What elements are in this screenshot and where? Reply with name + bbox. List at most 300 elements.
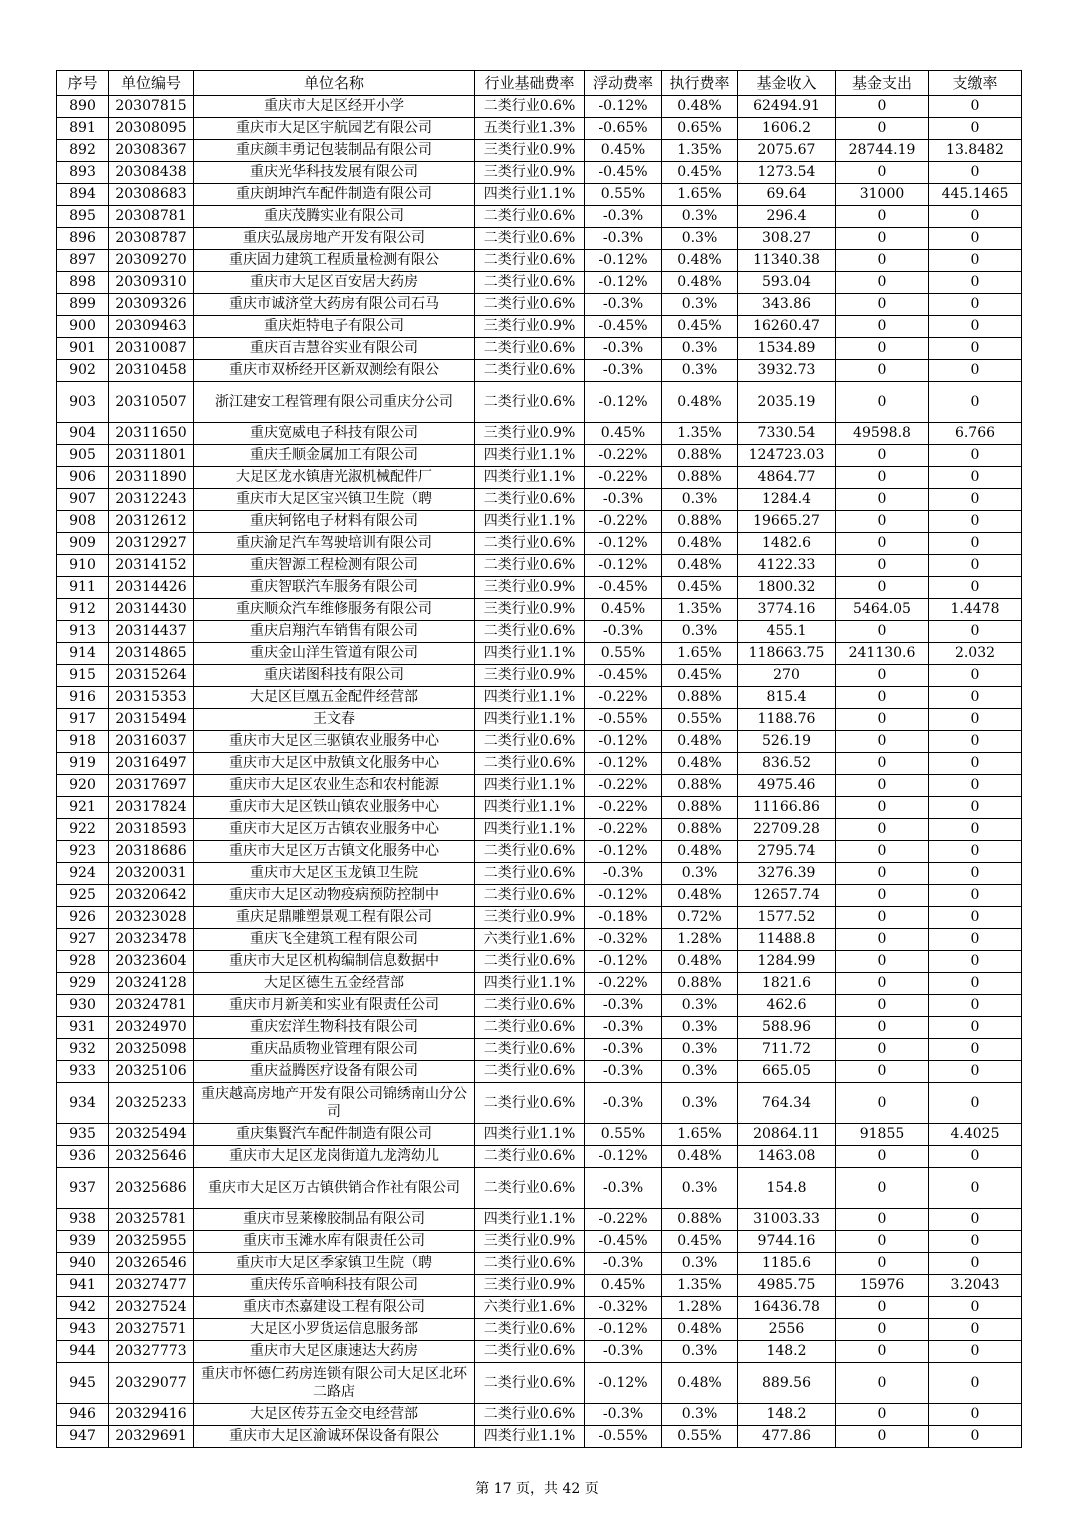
cell-exec-rate: 0.3%	[662, 1404, 738, 1426]
cell-unit-name: 重庆市大足区龙岗街道九龙湾幼儿	[194, 1146, 475, 1168]
cell-unit-name: 重庆诺图科技有限公司	[194, 665, 475, 687]
cell-unit-code: 20310507	[109, 382, 194, 423]
cell-base-rate: 二类行业0.6%	[475, 1146, 585, 1168]
cell-fund-expense: 0	[836, 1253, 929, 1275]
cell-unit-code: 20317824	[109, 797, 194, 819]
cell-seq: 906	[57, 467, 109, 489]
header-unit-name: 单位名称	[194, 71, 475, 96]
cell-exec-rate: 0.88%	[662, 687, 738, 709]
cell-float-rate: -0.22%	[585, 467, 662, 489]
cell-exec-rate: 0.48%	[662, 951, 738, 973]
cell-base-rate: 二类行业0.6%	[475, 731, 585, 753]
cell-float-rate: 0.45%	[585, 599, 662, 621]
cell-payout-ratio: 0	[929, 1168, 1022, 1209]
cell-fund-income: 4122.33	[738, 555, 836, 577]
cell-payout-ratio: 0	[929, 533, 1022, 555]
cell-unit-name: 重庆轲铭电子材料有限公司	[194, 511, 475, 533]
cell-fund-income: 455.1	[738, 621, 836, 643]
cell-base-rate: 三类行业0.9%	[475, 1275, 585, 1297]
table-row	[57, 907, 1022, 929]
cell-fund-expense: 0	[836, 1083, 929, 1124]
cell-exec-rate: 0.48%	[662, 96, 738, 118]
cell-unit-code: 20314152	[109, 555, 194, 577]
cell-fund-income: 588.96	[738, 1017, 836, 1039]
cell-base-rate: 四类行业1.1%	[475, 1124, 585, 1146]
cell-seq: 919	[57, 753, 109, 775]
cell-exec-rate: 0.48%	[662, 272, 738, 294]
header-payout-ratio: 支缴率	[929, 71, 1022, 96]
cell-fund-expense: 0	[836, 775, 929, 797]
cell-unit-code: 20329416	[109, 1404, 194, 1426]
cell-unit-code: 20309310	[109, 272, 194, 294]
table-row	[57, 687, 1022, 709]
cell-unit-name: 重庆炬特电子有限公司	[194, 316, 475, 338]
cell-seq: 900	[57, 316, 109, 338]
cell-seq: 892	[57, 140, 109, 162]
cell-fund-expense: 15976	[836, 1275, 929, 1297]
cell-unit-code: 20327571	[109, 1319, 194, 1341]
table-row	[57, 467, 1022, 489]
cell-payout-ratio: 0	[929, 1341, 1022, 1363]
table-row	[57, 599, 1022, 621]
cell-fund-expense: 0	[836, 1146, 929, 1168]
cell-unit-code: 20309463	[109, 316, 194, 338]
cell-fund-income: 296.4	[738, 206, 836, 228]
cell-payout-ratio: 445.1465	[929, 184, 1022, 206]
cell-payout-ratio: 0	[929, 863, 1022, 885]
table-row	[57, 360, 1022, 382]
table-row	[57, 819, 1022, 841]
table-row	[57, 228, 1022, 250]
cell-base-rate: 三类行业0.9%	[475, 162, 585, 184]
cell-fund-income: 3276.39	[738, 863, 836, 885]
cell-payout-ratio: 0	[929, 907, 1022, 929]
table-row	[57, 577, 1022, 599]
cell-payout-ratio: 0	[929, 731, 1022, 753]
cell-payout-ratio: 0	[929, 1083, 1022, 1124]
cell-float-rate: -0.12%	[585, 250, 662, 272]
cell-payout-ratio: 0	[929, 951, 1022, 973]
cell-float-rate: -0.12%	[585, 382, 662, 423]
cell-fund-income: 1534.89	[738, 338, 836, 360]
table-row	[57, 555, 1022, 577]
cell-base-rate: 三类行业0.9%	[475, 907, 585, 929]
cell-float-rate: -0.3%	[585, 338, 662, 360]
cell-fund-expense: 0	[836, 951, 929, 973]
cell-seq: 936	[57, 1146, 109, 1168]
cell-exec-rate: 0.88%	[662, 797, 738, 819]
cell-fund-income: 118663.75	[738, 643, 836, 665]
table-row	[57, 1341, 1022, 1363]
cell-unit-name: 重庆智联汽车服务有限公司	[194, 577, 475, 599]
cell-unit-name: 重庆集賢汽车配件制造有限公司	[194, 1124, 475, 1146]
cell-unit-code: 20315353	[109, 687, 194, 709]
cell-float-rate: -0.3%	[585, 1039, 662, 1061]
cell-float-rate: -0.22%	[585, 687, 662, 709]
cell-fund-expense: 0	[836, 316, 929, 338]
cell-seq: 918	[57, 731, 109, 753]
cell-payout-ratio: 2.032	[929, 643, 1022, 665]
table-row	[57, 643, 1022, 665]
table-row	[57, 1146, 1022, 1168]
cell-base-rate: 二类行业0.6%	[475, 885, 585, 907]
cell-unit-code: 20325106	[109, 1061, 194, 1083]
cell-float-rate: -0.12%	[585, 533, 662, 555]
cell-base-rate: 三类行业0.9%	[475, 599, 585, 621]
cell-exec-rate: 0.48%	[662, 555, 738, 577]
table-row	[57, 1426, 1022, 1448]
table-row	[57, 797, 1022, 819]
cell-unit-name: 重庆市玉滩水库有限责任公司	[194, 1231, 475, 1253]
header-unit-code: 单位编号	[109, 71, 194, 96]
cell-exec-rate: 0.65%	[662, 118, 738, 140]
cell-exec-rate: 0.3%	[662, 1039, 738, 1061]
cell-fund-income: 526.19	[738, 731, 836, 753]
cell-fund-expense: 0	[836, 360, 929, 382]
table-row	[57, 1124, 1022, 1146]
cell-float-rate: -0.55%	[585, 1426, 662, 1448]
cell-fund-expense: 0	[836, 577, 929, 599]
cell-unit-code: 20326546	[109, 1253, 194, 1275]
cell-exec-rate: 0.3%	[662, 228, 738, 250]
cell-exec-rate: 1.65%	[662, 643, 738, 665]
cell-base-rate: 二类行业0.6%	[475, 533, 585, 555]
cell-unit-name: 重庆启翔汽车销售有限公司	[194, 621, 475, 643]
cell-fund-expense: 0	[836, 1404, 929, 1426]
cell-payout-ratio: 0	[929, 96, 1022, 118]
cell-base-rate: 二类行业0.6%	[475, 272, 585, 294]
cell-float-rate: -0.45%	[585, 1231, 662, 1253]
cell-base-rate: 四类行业1.1%	[475, 709, 585, 731]
cell-unit-name: 重庆飞全建筑工程有限公司	[194, 929, 475, 951]
cell-payout-ratio: 0	[929, 665, 1022, 687]
cell-unit-code: 20309270	[109, 250, 194, 272]
cell-unit-name: 重庆市大足区宇航园艺有限公司	[194, 118, 475, 140]
cell-base-rate: 三类行业0.9%	[475, 1231, 585, 1253]
cell-payout-ratio: 0	[929, 206, 1022, 228]
cell-unit-name: 重庆市月新美和实业有限责任公司	[194, 995, 475, 1017]
cell-fund-income: 308.27	[738, 228, 836, 250]
cell-unit-code: 20312927	[109, 533, 194, 555]
cell-base-rate: 二类行业0.6%	[475, 250, 585, 272]
cell-unit-code: 20327477	[109, 1275, 194, 1297]
table-row	[57, 423, 1022, 445]
cell-base-rate: 二类行业0.6%	[475, 841, 585, 863]
cell-fund-income: 4985.75	[738, 1275, 836, 1297]
cell-fund-income: 1188.76	[738, 709, 836, 731]
cell-unit-code: 20312243	[109, 489, 194, 511]
cell-fund-income: 1821.6	[738, 973, 836, 995]
cell-base-rate: 三类行业0.9%	[475, 665, 585, 687]
cell-fund-expense: 0	[836, 665, 929, 687]
header-base-rate: 行业基础费率	[475, 71, 585, 96]
cell-payout-ratio: 13.8482	[929, 140, 1022, 162]
cell-payout-ratio: 0	[929, 753, 1022, 775]
cell-unit-code: 20307815	[109, 96, 194, 118]
cell-float-rate: -0.22%	[585, 775, 662, 797]
cell-fund-expense: 0	[836, 1231, 929, 1253]
cell-unit-name: 重庆市大足区三驱镇农业服务中心	[194, 731, 475, 753]
cell-fund-expense: 0	[836, 511, 929, 533]
cell-unit-name: 重庆品质物业管理有限公司	[194, 1039, 475, 1061]
cell-fund-income: 1482.6	[738, 533, 836, 555]
cell-seq: 930	[57, 995, 109, 1017]
cell-float-rate: -0.3%	[585, 863, 662, 885]
cell-seq: 912	[57, 599, 109, 621]
page-footer: 第 17 页，共 42 页	[475, 1481, 599, 1497]
table-row	[57, 1319, 1022, 1341]
table-row	[57, 621, 1022, 643]
table-row	[57, 1253, 1022, 1275]
cell-unit-code: 20325686	[109, 1168, 194, 1209]
cell-payout-ratio: 0	[929, 162, 1022, 184]
cell-fund-expense: 28744.19	[836, 140, 929, 162]
cell-exec-rate: 0.48%	[662, 1146, 738, 1168]
cell-seq: 921	[57, 797, 109, 819]
cell-fund-expense: 0	[836, 294, 929, 316]
cell-seq: 896	[57, 228, 109, 250]
cell-seq: 927	[57, 929, 109, 951]
cell-float-rate: -0.12%	[585, 555, 662, 577]
cell-exec-rate: 1.65%	[662, 184, 738, 206]
cell-base-rate: 五类行业1.3%	[475, 118, 585, 140]
cell-exec-rate: 0.3%	[662, 206, 738, 228]
cell-float-rate: -0.3%	[585, 360, 662, 382]
cell-unit-code: 20318593	[109, 819, 194, 841]
cell-float-rate: -0.12%	[585, 841, 662, 863]
cell-payout-ratio: 0	[929, 973, 1022, 995]
cell-fund-expense: 0	[836, 228, 929, 250]
cell-float-rate: -0.3%	[585, 1168, 662, 1209]
cell-fund-income: 2556	[738, 1319, 836, 1341]
table-body	[57, 96, 1022, 1448]
cell-fund-expense: 0	[836, 687, 929, 709]
fund-table	[56, 70, 1022, 1448]
header-row	[57, 71, 1022, 96]
cell-unit-code: 20309326	[109, 294, 194, 316]
cell-fund-expense: 0	[836, 162, 929, 184]
cell-base-rate: 三类行业0.9%	[475, 140, 585, 162]
cell-fund-income: 154.8	[738, 1168, 836, 1209]
cell-unit-name: 重庆市大足区宝兴镇卫生院（聘	[194, 489, 475, 511]
cell-exec-rate: 0.3%	[662, 338, 738, 360]
cell-fund-expense: 31000	[836, 184, 929, 206]
cell-payout-ratio: 3.2043	[929, 1275, 1022, 1297]
cell-fund-income: 20864.11	[738, 1124, 836, 1146]
table-row	[57, 96, 1022, 118]
cell-seq: 904	[57, 423, 109, 445]
cell-base-rate: 四类行业1.1%	[475, 973, 585, 995]
cell-unit-name: 重庆茂腾实业有限公司	[194, 206, 475, 228]
cell-payout-ratio: 0	[929, 555, 1022, 577]
cell-float-rate: 0.45%	[585, 140, 662, 162]
cell-base-rate: 二类行业0.6%	[475, 96, 585, 118]
cell-fund-expense: 0	[836, 96, 929, 118]
cell-seq: 920	[57, 775, 109, 797]
cell-unit-name: 重庆足鼎雕塑景观工程有限公司	[194, 907, 475, 929]
cell-float-rate: -0.3%	[585, 1404, 662, 1426]
cell-exec-rate: 0.3%	[662, 1253, 738, 1275]
cell-fund-expense: 0	[836, 338, 929, 360]
cell-unit-name: 重庆市大足区渝诚环保设备有限公	[194, 1426, 475, 1448]
cell-seq: 946	[57, 1404, 109, 1426]
header-exec-rate: 执行费率	[662, 71, 738, 96]
cell-fund-expense: 0	[836, 1363, 929, 1404]
cell-base-rate: 二类行业0.6%	[475, 1404, 585, 1426]
cell-unit-name: 重庆市大足区中敖镇文化服务中心	[194, 753, 475, 775]
cell-payout-ratio: 0	[929, 929, 1022, 951]
cell-float-rate: -0.18%	[585, 907, 662, 929]
table-row	[57, 709, 1022, 731]
cell-float-rate: -0.3%	[585, 621, 662, 643]
table-row	[57, 1297, 1022, 1319]
table-row	[57, 382, 1022, 423]
cell-fund-income: 62494.91	[738, 96, 836, 118]
cell-unit-name: 重庆市大足区动物疫病预防控制中	[194, 885, 475, 907]
cell-unit-code: 20311650	[109, 423, 194, 445]
cell-unit-name: 王文春	[194, 709, 475, 731]
cell-fund-expense: 0	[836, 1319, 929, 1341]
cell-unit-code: 20320031	[109, 863, 194, 885]
cell-payout-ratio: 0	[929, 1297, 1022, 1319]
cell-float-rate: -0.45%	[585, 577, 662, 599]
cell-unit-name: 重庆弘晟房地产开发有限公司	[194, 228, 475, 250]
cell-base-rate: 二类行业0.6%	[475, 338, 585, 360]
cell-exec-rate: 1.28%	[662, 1297, 738, 1319]
cell-unit-code: 20329077	[109, 1363, 194, 1404]
cell-exec-rate: 1.65%	[662, 1124, 738, 1146]
cell-seq: 913	[57, 621, 109, 643]
header-fund-expense: 基金支出	[836, 71, 929, 96]
cell-unit-code: 20315264	[109, 665, 194, 687]
cell-fund-expense: 0	[836, 929, 929, 951]
cell-unit-name: 重庆市大足区万古镇文化服务中心	[194, 841, 475, 863]
cell-float-rate: 0.45%	[585, 423, 662, 445]
cell-float-rate: -0.12%	[585, 951, 662, 973]
cell-float-rate: -0.3%	[585, 228, 662, 250]
cell-unit-name: 重庆宏洋生物科技有限公司	[194, 1017, 475, 1039]
cell-seq: 905	[57, 445, 109, 467]
cell-unit-name: 重庆市大足区玉龙镇卫生院	[194, 863, 475, 885]
cell-unit-name: 重庆市大足区百安居大药房	[194, 272, 475, 294]
cell-exec-rate: 1.35%	[662, 140, 738, 162]
cell-float-rate: -0.12%	[585, 1146, 662, 1168]
cell-payout-ratio: 0	[929, 250, 1022, 272]
cell-fund-income: 1284.4	[738, 489, 836, 511]
table-row	[57, 1209, 1022, 1231]
cell-base-rate: 二类行业0.6%	[475, 1319, 585, 1341]
cell-float-rate: -0.3%	[585, 995, 662, 1017]
table-row	[57, 1061, 1022, 1083]
cell-base-rate: 二类行业0.6%	[475, 1253, 585, 1275]
cell-base-rate: 四类行业1.1%	[475, 819, 585, 841]
cell-exec-rate: 0.3%	[662, 621, 738, 643]
cell-fund-expense: 0	[836, 841, 929, 863]
cell-unit-name: 重庆顺众汽车维修服务有限公司	[194, 599, 475, 621]
cell-fund-income: 7330.54	[738, 423, 836, 445]
table-row	[57, 1231, 1022, 1253]
cell-seq: 924	[57, 863, 109, 885]
cell-seq: 914	[57, 643, 109, 665]
cell-fund-income: 665.05	[738, 1061, 836, 1083]
cell-seq: 944	[57, 1341, 109, 1363]
cell-unit-name: 大足区小罗货运信息服务部	[194, 1319, 475, 1341]
cell-unit-code: 20308787	[109, 228, 194, 250]
cell-float-rate: -0.12%	[585, 885, 662, 907]
cell-exec-rate: 0.88%	[662, 973, 738, 995]
cell-fund-income: 16260.47	[738, 316, 836, 338]
cell-payout-ratio: 0	[929, 338, 1022, 360]
cell-payout-ratio: 0	[929, 709, 1022, 731]
cell-fund-expense: 0	[836, 382, 929, 423]
cell-payout-ratio: 0	[929, 621, 1022, 643]
cell-payout-ratio: 0	[929, 1231, 1022, 1253]
cell-fund-expense: 0	[836, 555, 929, 577]
cell-seq: 931	[57, 1017, 109, 1039]
cell-unit-name: 重庆市昱莱橡胶制品有限公司	[194, 1209, 475, 1231]
cell-fund-expense: 49598.8	[836, 423, 929, 445]
cell-payout-ratio: 0	[929, 1209, 1022, 1231]
cell-float-rate: -0.3%	[585, 1017, 662, 1039]
cell-base-rate: 二类行业0.6%	[475, 1168, 585, 1209]
cell-fund-expense: 0	[836, 1168, 929, 1209]
cell-base-rate: 四类行业1.1%	[475, 467, 585, 489]
cell-seq: 926	[57, 907, 109, 929]
cell-unit-name: 重庆市大足区机构编制信息数据中	[194, 951, 475, 973]
cell-unit-code: 20325233	[109, 1083, 194, 1124]
cell-fund-expense: 0	[836, 467, 929, 489]
cell-fund-income: 69.64	[738, 184, 836, 206]
cell-unit-name: 重庆益腾医疗设备有限公司	[194, 1061, 475, 1083]
cell-unit-name: 重庆市诚济堂大药房有限公司石马	[194, 294, 475, 316]
header-float-rate: 浮动费率	[585, 71, 662, 96]
cell-float-rate: -0.12%	[585, 272, 662, 294]
cell-exec-rate: 1.28%	[662, 929, 738, 951]
cell-fund-income: 477.86	[738, 1426, 836, 1448]
cell-exec-rate: 0.88%	[662, 775, 738, 797]
cell-float-rate: -0.3%	[585, 1061, 662, 1083]
cell-base-rate: 二类行业0.6%	[475, 1341, 585, 1363]
table-row	[57, 162, 1022, 184]
cell-seq: 894	[57, 184, 109, 206]
cell-payout-ratio: 0	[929, 316, 1022, 338]
cell-unit-name: 重庆市大足区万古镇农业服务中心	[194, 819, 475, 841]
cell-exec-rate: 0.3%	[662, 360, 738, 382]
cell-exec-rate: 0.45%	[662, 665, 738, 687]
cell-fund-income: 1284.99	[738, 951, 836, 973]
cell-float-rate: -0.3%	[585, 206, 662, 228]
cell-fund-income: 343.86	[738, 294, 836, 316]
cell-base-rate: 三类行业0.9%	[475, 316, 585, 338]
cell-unit-code: 20314426	[109, 577, 194, 599]
cell-exec-rate: 0.88%	[662, 511, 738, 533]
cell-unit-code: 20323478	[109, 929, 194, 951]
cell-fund-expense: 0	[836, 885, 929, 907]
table-row	[57, 250, 1022, 272]
cell-fund-income: 16436.78	[738, 1297, 836, 1319]
cell-exec-rate: 1.35%	[662, 1275, 738, 1297]
cell-payout-ratio: 0	[929, 118, 1022, 140]
cell-unit-code: 20324970	[109, 1017, 194, 1039]
cell-seq: 945	[57, 1363, 109, 1404]
cell-fund-income: 3932.73	[738, 360, 836, 382]
cell-unit-code: 20325955	[109, 1231, 194, 1253]
cell-exec-rate: 0.3%	[662, 294, 738, 316]
cell-seq: 893	[57, 162, 109, 184]
cell-unit-name: 大足区龙水镇唐光淑机械配件厂	[194, 467, 475, 489]
table-row	[57, 1039, 1022, 1061]
cell-base-rate: 二类行业0.6%	[475, 294, 585, 316]
